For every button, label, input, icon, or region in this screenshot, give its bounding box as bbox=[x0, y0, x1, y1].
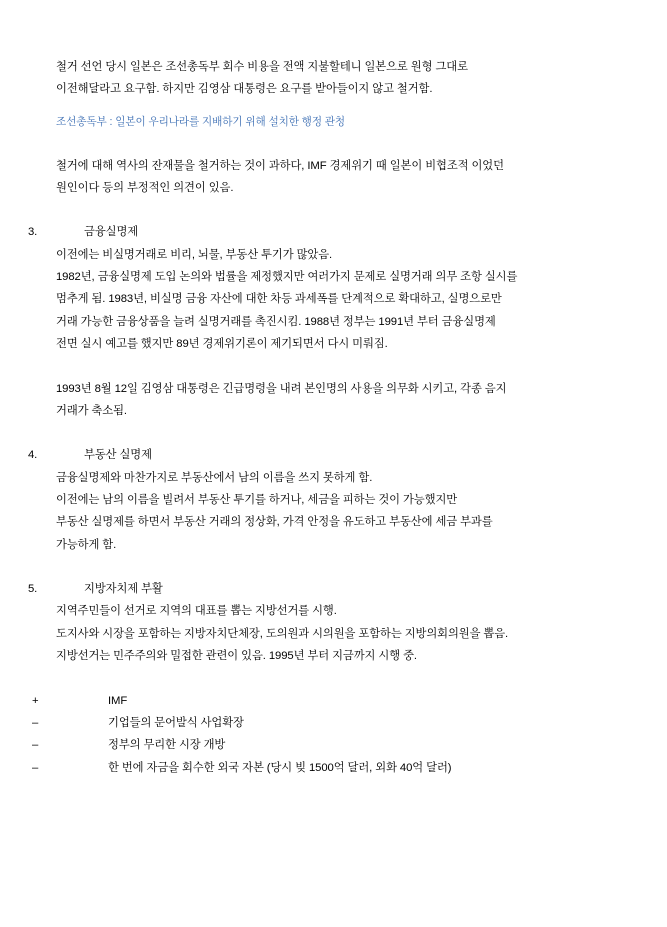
text-line: 철거 선언 당시 일본은 조선총독부 회수 비용을 전액 지불할테니 일본으로 원형 그대로 bbox=[56, 61, 468, 73]
section-heading bbox=[28, 444, 617, 466]
text-line: 이전에는 남의 이름을 빌려서 부동산 투기를 하거나, 세금을 피하는 것이 가능했지만 bbox=[56, 494, 458, 506]
text-line: 도지사와 시장을 포함하는 지방자치단체장, 도의원과 시의원을 포함하는 지방의회의원을 뽑음. bbox=[56, 627, 509, 640]
section-heading bbox=[28, 578, 617, 600]
text-line: 부동산 실명제를 하면서 부동산 거래의 정상화, 가격 안정을 유도하고 부동산에 세금 부과를 bbox=[56, 516, 493, 529]
paragraph bbox=[56, 155, 617, 200]
list-item bbox=[32, 712, 617, 734]
section-title: 금융실명제 bbox=[84, 226, 139, 239]
text-line: 철거에 대해 역사의 잔재물을 철거하는 것이 과하다, IMF 경제위기 때 일본이 비협조적 이었던 bbox=[56, 159, 504, 172]
text-line: 원인이다 등의 부정적인 의견이 있음. bbox=[56, 182, 234, 195]
text-line: 금융실명제와 마찬가지로 부동산에서 남의 이름을 쓰지 못하게 함. bbox=[56, 471, 373, 484]
paragraph bbox=[56, 56, 617, 101]
list-item bbox=[32, 734, 617, 756]
section-number: 3. bbox=[28, 226, 38, 239]
section-heading bbox=[28, 221, 617, 243]
note-line: 조선총독부 : 일본이 우리나라를 지배하기 위해 설치한 행정 관청 bbox=[56, 115, 346, 128]
spacer bbox=[56, 133, 617, 155]
text-line: 거래 가능한 금융상품을 늘려 실명거래를 촉진시킴. 1988년 정부는 1991년 부터 금융실명제 bbox=[56, 315, 496, 328]
paragraph bbox=[56, 600, 617, 667]
note-paragraph bbox=[56, 112, 617, 133]
list-item bbox=[32, 757, 617, 779]
text-line: 1993년 8월 12일 김영삼 대통령은 긴급명령을 내려 본인명의 사용을 의무화 시키고, 각종 음지 bbox=[56, 382, 507, 395]
list-item bbox=[32, 690, 617, 712]
paragraph bbox=[56, 244, 617, 356]
list-item-label: IMF bbox=[108, 694, 128, 707]
text-line: 지방선거는 민주주의와 밀접한 관련이 있음. 1995년 부터 지금까지 시행 중. bbox=[56, 650, 417, 663]
list-marker: – bbox=[32, 761, 39, 774]
section-title: 지방자치제 부활 bbox=[84, 583, 163, 596]
spacer bbox=[56, 556, 617, 578]
text-line: 가능하게 함. bbox=[56, 538, 117, 551]
section-number: 4. bbox=[28, 449, 38, 462]
section-number: 5. bbox=[28, 583, 38, 596]
list-item-label: 한 번에 자금을 회수한 외국 자본 (당시 빚 1500억 달러, 외화 40억 달러) bbox=[108, 761, 452, 774]
document-body bbox=[28, 56, 617, 779]
section-title: 부동산 실명제 bbox=[84, 449, 152, 462]
list-marker: – bbox=[32, 716, 39, 729]
list-item-label: 기업들의 문어발식 사업확장 bbox=[108, 716, 244, 729]
text-line: 이전에는 비실명거래로 비리, 뇌물, 부동산 투기가 많았음. bbox=[56, 248, 333, 261]
text-line: 지역주민들이 선거로 지역의 대표를 뽑는 지방선거를 시행. bbox=[56, 605, 337, 618]
spacer bbox=[56, 101, 617, 112]
list-item-label: 정부의 무리한 시장 개방 bbox=[108, 739, 226, 752]
text-line: 전면 실시 예고를 했지만 89년 경제위기론이 제기되면서 다시 미뤄짐. bbox=[56, 338, 388, 351]
list-marker: + bbox=[32, 694, 39, 707]
paragraph bbox=[56, 378, 617, 423]
text-line: 거래가 축소됨. bbox=[56, 404, 127, 417]
bullet-list bbox=[32, 690, 617, 779]
paragraph bbox=[56, 467, 617, 556]
text-line: 이전해달라고 요구함. 하지만 김영삼 대통령은 요구를 받아들이지 않고 철거함. bbox=[56, 83, 433, 96]
text-line: 1982년, 금융실명제 도입 논의와 법률을 제정했지만 여러가지 문제로 실명거래 의무 조항 실시를 bbox=[56, 271, 518, 284]
spacer bbox=[56, 356, 617, 378]
spacer bbox=[56, 199, 617, 221]
spacer bbox=[56, 668, 617, 690]
list-marker: – bbox=[32, 739, 39, 752]
spacer bbox=[56, 422, 617, 444]
text-line: 멈추게 됨. 1983년, 비실명 금융 자산에 대한 차등 과세폭를 단계적으로 확대하고, 실명으로만 bbox=[56, 293, 502, 306]
